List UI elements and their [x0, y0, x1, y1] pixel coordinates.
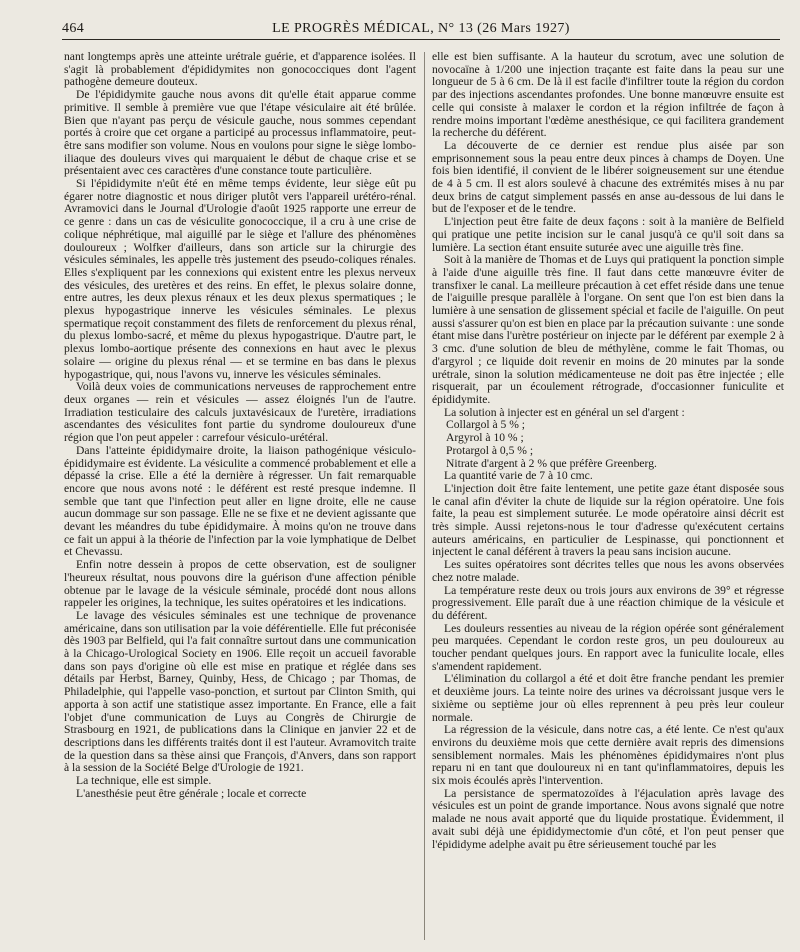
paragraph: Les douleurs ressenties au niveau de la région opérée sont généralement peu marquées. Cependant le cordon reste gros, un peu douloureux au toucher pendant quelques jours. En rapport avec la funiculite locale, elles s'amendent rapidement. [432, 621, 784, 673]
paragraph: Dans l'atteinte épididymaire droite, la liaison pathogénique vésiculo-épididymaire est évidente. La vésiculite a commencé probablement et elle a dépassé la crise. Elle a été la dernière à régresser. Un fait remarquable encore que nous avons noté : le déférent est resté presque indemne. Il semble que tant que l'infection peut aller en ligne droite, elle ne cause aucun dommage sur son passage. Elle ne se fixe et ne devient agissante que devant les méandres du tube épididymaire. À moins qu'on ne trouve dans ce fait un appui à la théorie de l'infection par la voie lymphatique de Delbet et Chevassu. [64, 443, 416, 559]
paragraph: La régression de la vésicule, dans notre cas, a été lente. Ce n'est qu'aux environs du deuxième mois que cette dernière avait repris des dimensions sensiblement normales. Mais les phénomènes épididymaires n'ont plus reparu ni en tant que douloureux ni en tant qu'inflammatoires, depuis les six mois écoulés après l'intervention. [432, 723, 784, 788]
paragraph: Soit à la manière de Thomas et de Luys qui pratiquent la ponction simple à l'aide d'une aiguille très fine. Il faut dans cette manœuvre éviter de transfixer le canal. La meilleure précaution à cet effet réside dans une tenue de l'aiguille presque parallèle à l'organe. On sent que l'on est bien dans la lumière à une sensation de glissement spécial et facile de l'aiguille. On peut aussi s'assurer qu'on est bien en place par la précaution suivante : une sonde étant mise dans l'urètre postérieur on injecte par le déférent par exemple 2 à 3 cmc. d'une solution de bleu de méthylène, comme le fait Thomas, ou d'argyrol ; ce liquide doit revenir en moins de 20 minutes par la sonde urétrale, sinon la solution médicamenteuse ne doit pas être injectée ; elle risquerait, par un écoulement rétrograde, d'occasionner funiculite et épididymite. [432, 253, 784, 406]
paragraph: L'injection doit être faite lentement, une petite gaze étant disposée sous le canal afin d'éviter la chute de liquide sur la région opératoire. Une fois faite, la peau est simplement suturée. Le mode opératoire ainsi décrit est très simple. Aussi rejetons-nous le tour d'adresse qu'exécutent certains auteurs américains, en particulier de Lespinasse, qui ponctionnent et injectent le canal déférent à travers la peau sans incision aucune. [432, 481, 784, 559]
running-header [62, 19, 780, 40]
paragraph: Voilà deux voies de communications nerveuses de rapprochement entre deux organes — rein et vésicules — assez éloignés l'un de l'autre. Irradiation testiculaire des calculs juxtavésicaux de l'uretère, irradiations ascendantes des vésiculites font partie du syndrome douloureux d'une région que l'on peut appeler : carrefour vésiculo-urétéral. [64, 380, 416, 445]
paragraph: La découverte de ce dernier est rendue plus aisée par son emprisonnement sous la peau entre deux pinces à champs de Doyen. Une fois bien identifié, il convient de le libérer soigneusement sur une étendue de 4 à 5 cm. Il est alors soulevé à chacune des extrémités mises à nu par deux brins de catgut simplement passés en anse au-dessous de lui dans le but de l'exposer et de le tendre. [432, 138, 784, 216]
paragraph: Le lavage des vésicules séminales est une technique de provenance américaine, dans son utilisation par la voie déférentielle. Elle fut préconisée dès 1903 par Belfield, qui l'a fait connaître surtout dans une communication à la Chicago-Urological Society en 1906. Elle reçoit un accueil favorable dans son pays d'origine où elle est mise en pratique et réglée dans ses détails par Herbst, Barney, Quinby, Hess, de Chicago ; par Thomas, de Philadelphie, qui l'appelle vaso-ponction, et surtout par Clinton Smith, qui apporta à son actif une statistique assez importante. En France, elle a fait l'objet d'une communication de Luys au Congrès de Chirurgie de Strasbourg en 1921, de publications dans la Clinique en janvier 22 et de descriptions dans les différents traités dont il est l'auteur. Avramovitch traite de la question dans sa thèse ainsi que François, d'Anvers, dans son rapport à la session de la Société Belge d'Urologie de 1921. [64, 608, 416, 775]
left-column [64, 51, 416, 800]
column-divider [424, 52, 425, 940]
formula-line: Protargol à 0,5 % ; [446, 443, 534, 457]
paragraph: La solution à injecter est en général un sel d'argent : [444, 405, 685, 419]
journal-title: LE PROGRÈS MÉDICAL, N° 13 (26 Mars 1927) [272, 21, 570, 36]
paragraph: L'élimination du collargol a été et doit être franche pendant les premier et deuxième jours. La teinte noire des urines va décroissant jusque vers le sixième ou septième jour où elles reprennent à peu près leur couleur normale. [432, 672, 784, 724]
paragraph: La quantité varie de 7 à 10 cmc. [444, 469, 593, 483]
paragraph: Les suites opératoires sont décrites telles que nous les avons observées chez notre malade. [432, 558, 784, 584]
paragraph: L'injection peut être faite de deux façons : soit à la manière de Belfield qui pratique une petite incision sur le canal jusqu'à ce qu'il soit dans sa lumière. La section étant ensuite suturée avec une aiguille très fine. [432, 215, 784, 254]
paragraph: La température reste deux ou trois jours aux environs de 39° et régresse progressivement. Elle paraît due à une réaction chimique de la vésicule et du déférent. [432, 583, 784, 622]
right-column [432, 51, 784, 851]
paragraph: nant longtemps après une atteinte urétrale guérie, et d'apparence isolées. Il s'agit là probablement d'épididymites non gonococciques dont l'agent pathogène demeure douteux. [64, 50, 416, 89]
formula-line: Argyrol à 10 % ; [446, 431, 524, 445]
page-number: 464 [62, 21, 85, 36]
paragraph: Si l'épididymite n'eût été en même temps évidente, leur siège eût pu égarer notre diagnostic et nous diriger plutôt vers l'appareil urétéro-rénal. Avramovici dans le Journal d'Urologie d'août 1925 rapporte une erreur de ce genre : dans un cas de vésiculite gonococcique, il a cru à une crise de colique néphrétique, mal aiguillé par le siège et l'allure des phénomènes douloureux ; Wolfker d'ailleurs, dans son article sur la chirurgie des vésicules séminales, les appelle très justement des pseudo-coliques rénales. Elles s'expliquent par les connexions qui existent entre les plexus nerveux des vésicules, des uretères et des reins. En effet, le plexus solaire donne, entre autres, les deux plexus rénaux et les deux plexus spermatiques ; le plexus hypogastrique innerve les vésicules séminales. Le plexus spermatique reçoit constamment des filets de renforcement du plexus rénal, du plexus lombo-sacré, et même du plexus hypogastrique. D'autre part, le plexus lombo-aortique présente des connexions en haut avec le plexus solaire — origine du plexus rénal — et se termine en bas dans le plexus hypogastrique, qui, nous l'avons vu, innerve les vésicules séminales. [64, 177, 416, 381]
paragraph: La persistance de spermatozoïdes à l'éjaculation après lavage des vésicules est un point de grande importance. Nous avons signalé que notre malade ne nous avait apporté que du liquide prostatique. Évidemment, il avait subi déjà une épididymectomie d'un côté, et l'on peut penser que l'épididyme adelphe avait pu être sérieusement touché par les [432, 786, 784, 851]
paragraph: elle est bien suffisante. A la hauteur du scrotum, avec une solution de novocaïne à 1/200 une injection traçante est faite dans la peau sur une longueur de 5 à 6 cm. De là il est facile d'infiltrer toute la région du cordon par des injections ascendantes profondes. Une bonne manœuvre ensuite est celle qui consiste à malaxer le cordon et la région infiltrée de façon à rendre moins important l'œdème anesthésique, ce qui facilitera grandement la recherche du déférent. [432, 50, 784, 140]
formula-line: Collargol à 5 % ; [446, 418, 525, 432]
paragraph: La technique, elle est simple. [76, 774, 212, 788]
paragraph: L'anesthésie peut être générale ; locale et correcte [76, 786, 307, 800]
formula-line: Nitrate d'argent à 2 % que préfère Greenberg. [446, 456, 657, 470]
paragraph: De l'épididymite gauche nous avons dit qu'elle était apparue comme primitive. Il semble à première vue que l'étape vésiculaire ait été brûlée. Bien que n'ayant pas perçu de vésicule gauche, nous sommes cependant portés à croire que cet organe a participé au processus inflammatoire, peut-être sans modifier son volume. Nous en voulons pour signe le siège lombo-iliaque des douleurs vives qui marquaient le début de chaque crise et se présentaient avec ces caractères d'une constance toute particulière. [64, 88, 416, 178]
paragraph: Enfin notre dessein à propos de cette observation, est de souligner l'heureux résultat, nous pouvons dire la guérison d'une affection pénible obtenue par le lavage de la vésicule séminale, procédé dont nous allons rappeler les origines, la technique, les suites opératoires et les indications. [64, 558, 416, 610]
